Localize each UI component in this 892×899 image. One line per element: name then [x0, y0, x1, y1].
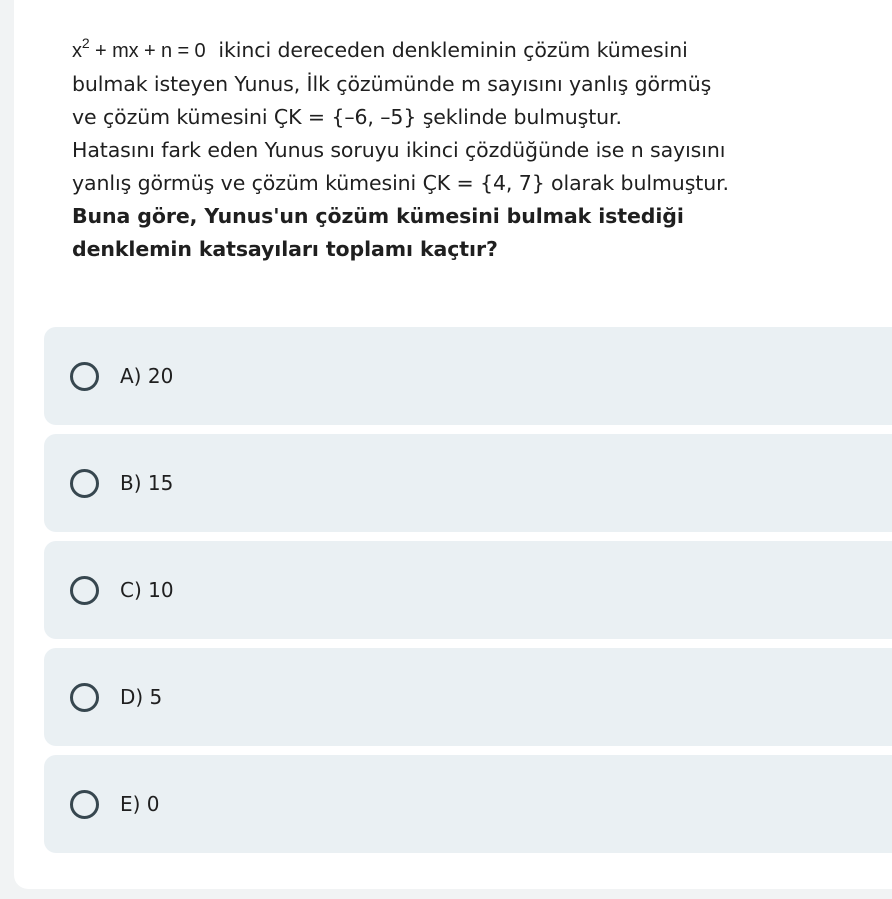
question-line-4: Hatasını fark eden Yunus soruyu ikinci çözdüğünde ise n sayısını: [72, 138, 726, 162]
question-line-5: yanlış görmüş ve çözüm kümesini ÇK = {4, 7} olarak bulmuştur.: [72, 171, 729, 195]
question-prompt-line-1: Buna göre, Yunus'un çözüm kümesini bulmak istediği: [72, 204, 684, 228]
equation: [72, 35, 206, 62]
option-c[interactable]: [44, 541, 892, 639]
question-prompt-line-2: denklemin katsayıları toplamı kaçtır?: [72, 237, 498, 261]
question-line-1-text: ikinci dereceden denkleminin çözüm kümesini: [205, 38, 688, 62]
option-label: A) 20: [120, 364, 174, 388]
option-d[interactable]: [44, 648, 892, 746]
option-label: D) 5: [120, 685, 163, 709]
equation-exponent: 2: [81, 35, 90, 52]
equation-base: x: [72, 40, 82, 62]
option-e[interactable]: [44, 755, 892, 853]
answer-options: [44, 327, 892, 862]
radio-circle-icon[interactable]: [70, 576, 99, 605]
option-label: E) 0: [120, 792, 160, 816]
radio-circle-icon[interactable]: [70, 469, 99, 498]
question-line-2: bulmak isteyen Yunus, İlk çözümünde m sayısını yanlış görmüş: [72, 72, 712, 96]
radio-circle-icon[interactable]: [70, 362, 99, 391]
equation-rest: + mx + n = 0: [89, 40, 206, 62]
question-line-1: [72, 34, 872, 68]
option-b[interactable]: [44, 434, 892, 532]
radio-circle-icon[interactable]: [70, 683, 99, 712]
question-line-3: ve çözüm kümesini ÇK = {–6, –5} şeklinde bulmuştur.: [72, 105, 622, 129]
radio-circle-icon[interactable]: [70, 790, 99, 819]
option-label: C) 10: [120, 578, 174, 602]
question-text: [72, 34, 872, 266]
option-label: B) 15: [120, 471, 174, 495]
option-a[interactable]: [44, 327, 892, 425]
